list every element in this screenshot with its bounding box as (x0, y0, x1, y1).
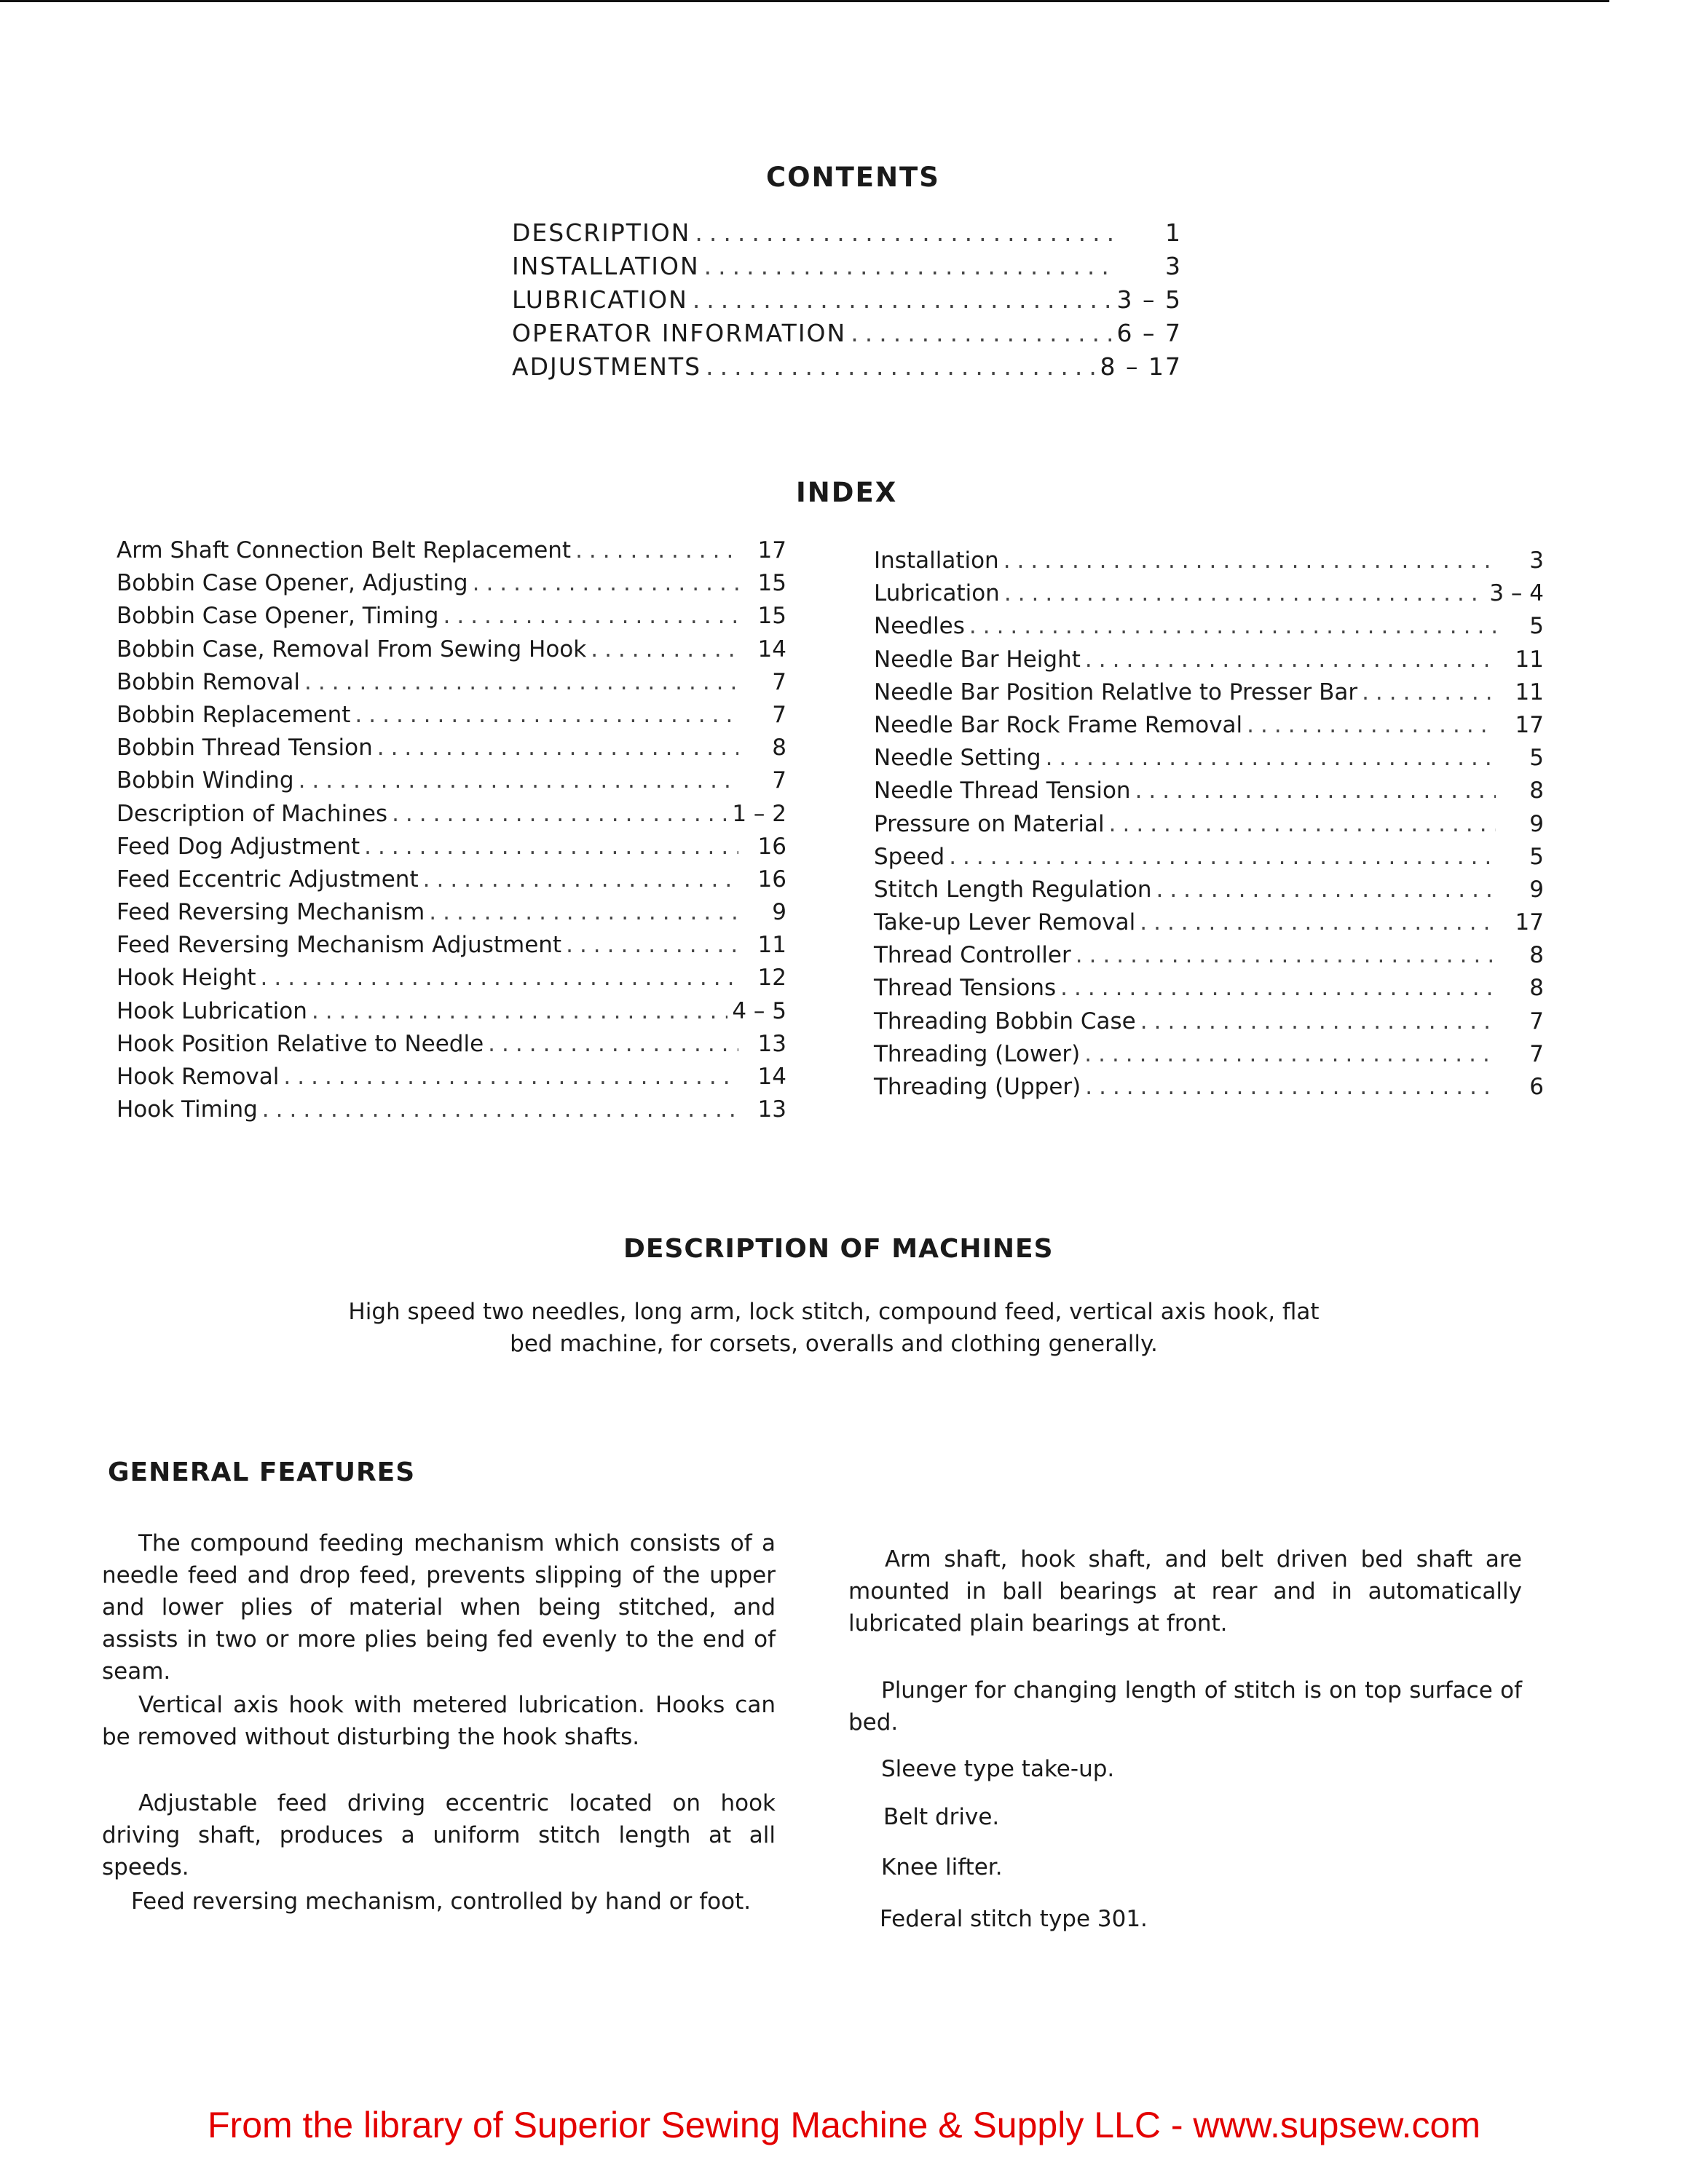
index-entry-page: 7 (772, 767, 786, 794)
dot-leader (1085, 1074, 1496, 1100)
dot-leader (693, 285, 1112, 314)
index-entry (874, 580, 1544, 613)
feature-item: Sleeve type take-up. (881, 1756, 1115, 1782)
index-entry-page: 4 – 5 (732, 997, 786, 1024)
library-footer: From the library of Superior Sewing Machine & Supply LLC - www.supsew.com (208, 2105, 1480, 2145)
index-entry (117, 834, 786, 866)
index-title: INDEX (796, 477, 898, 508)
feature-item: Knee lifter. (881, 1854, 1003, 1880)
contents-entry-page: 8 – 17 (1100, 352, 1182, 381)
dot-leader (1085, 646, 1496, 673)
index-entry-page: 14 (757, 636, 786, 662)
index-entry (874, 811, 1544, 844)
description-title: DESCRIPTION OF MACHINES (623, 1234, 1054, 1264)
index-entry-label: Needle Setting (874, 745, 1041, 772)
contents-entry (512, 352, 1182, 386)
dot-leader (299, 767, 738, 794)
index-entry (874, 877, 1544, 909)
index-entry (117, 998, 786, 1031)
index-entry (874, 1041, 1544, 1074)
index-entry (874, 778, 1544, 810)
index-entry-label: Hook Position Relative to Needle (117, 1030, 484, 1057)
index-entry-page: 17 (757, 537, 786, 563)
contents-entry (512, 285, 1182, 319)
index-entry-page: 6 (1529, 1074, 1544, 1100)
index-entry-page: 7 (1529, 1040, 1544, 1067)
index-entry-label: Bobbin Removal (117, 668, 301, 695)
index-entry-page: 13 (757, 1030, 786, 1057)
index-entry (117, 801, 786, 834)
index-entry-label: Bobbin Case Opener, Timing (117, 603, 439, 630)
index-entry-label: Bobbin Winding (117, 767, 294, 794)
feature-paragraph: Feed reversing mechanism, controlled by hand or foot. (131, 1888, 752, 1915)
dot-leader (355, 702, 738, 728)
dot-leader (591, 636, 738, 662)
index-entry-label: Lubrication (874, 580, 1000, 607)
index-entry-label: Thread Controller (874, 942, 1071, 969)
index-entry-page: 8 (772, 735, 786, 761)
dot-leader (429, 899, 738, 925)
dot-leader (969, 613, 1496, 639)
dot-leader (1135, 778, 1496, 804)
feature-paragraph: The compound feeding mechanism which consists of a needle feed and drop feed, prevents slipping of the upper and lower plies of material when being stitched, and assists in two or more plies being fed evenly to the end of seam. (102, 1530, 776, 1685)
dot-leader (1362, 679, 1496, 705)
contents-title: CONTENTS (766, 162, 940, 193)
dot-leader (695, 218, 1112, 247)
feature-paragraph: Plunger for changing length of stitch is on top surface of bed. (848, 1677, 1522, 1736)
index-entry (117, 1096, 786, 1129)
index-entry-page: 13 (757, 1096, 786, 1123)
index-entry (117, 899, 786, 932)
dot-leader (1046, 745, 1496, 771)
feature-paragraph: Arm shaft, hook shaft, and belt driven bed shaft are mounted in ball bearings at rear and in automatically lubricated plain bearings at front. (848, 1546, 1522, 1637)
contents-entry-label: OPERATOR INFORMATION (512, 319, 847, 347)
feature-paragraph: Adjustable feed driving eccentric located on hook driving shaft, produces a uniform stitch length at all speeds. (102, 1790, 776, 1880)
dot-leader (423, 866, 738, 893)
index-entry-page: 8 (1529, 942, 1544, 969)
index-entry-label: Description of Machines (117, 800, 388, 827)
contents-entry (512, 252, 1182, 285)
dot-leader (488, 1031, 738, 1057)
index-entry-label: Threading Bobbin Case (874, 1008, 1136, 1034)
dot-leader (262, 1096, 738, 1123)
index-entry-label: Pressure on Material (874, 810, 1105, 837)
index-entry-label: Needle Bar Rock Frame Removal (874, 711, 1243, 738)
features-title: GENERAL FEATURES (108, 1457, 416, 1487)
dot-leader (392, 801, 727, 827)
dot-leader (575, 537, 738, 563)
index-entry-label: Threading (Lower) (874, 1040, 1081, 1067)
dot-leader (364, 834, 738, 860)
index-entry (874, 613, 1544, 646)
feature-item: Federal stitch type 301. (880, 1906, 1148, 1932)
index-entry (117, 965, 786, 997)
index-entry-page: 15 (757, 570, 786, 597)
index-entry-page: 17 (1515, 711, 1544, 738)
contents-entry-page: 3 (1165, 252, 1182, 280)
index-entry (117, 866, 786, 899)
index-entry-label: Bobbin Replacement (117, 701, 351, 728)
dot-leader (1140, 1008, 1496, 1034)
dot-leader (1004, 580, 1486, 606)
dot-leader (949, 844, 1496, 870)
index-entry-label: Needle Thread Tension (874, 778, 1131, 804)
index-entry-page: 5 (1529, 843, 1544, 870)
index-entry-page: 15 (757, 603, 786, 630)
dot-leader (261, 965, 738, 991)
index-entry-page: 3 – 4 (1489, 580, 1544, 607)
index-entry-page: 9 (1529, 810, 1544, 837)
index-entry-page: 16 (757, 866, 786, 893)
dot-leader (312, 998, 727, 1024)
index-entry-label: Hook Lubrication (117, 997, 307, 1024)
index-entry (117, 603, 786, 636)
index-entry-label: Hook Removal (117, 1064, 280, 1090)
dot-leader (377, 735, 738, 761)
feature-item: Belt drive. (883, 1804, 1000, 1830)
dot-leader (1156, 877, 1496, 903)
index-entry-label: Installation (874, 547, 999, 574)
index-entry-label: Threading (Upper) (874, 1074, 1081, 1100)
index-entry-page: 5 (1529, 613, 1544, 640)
index-entry-page: 8 (1529, 778, 1544, 804)
index-entry-label: Stitch Length Regulation (874, 876, 1152, 903)
index-entry (117, 636, 786, 669)
top-rule (0, 0, 1609, 2)
contents-entry-page: 6 – 7 (1116, 319, 1182, 347)
index-entry (874, 712, 1544, 745)
index-entry-label: Feed Eccentric Adjustment (117, 866, 419, 893)
index-entry-page: 17 (1515, 909, 1544, 936)
index-entry (874, 942, 1544, 975)
index-entry-page: 11 (757, 932, 786, 959)
dot-leader (283, 1064, 738, 1090)
index-entry (117, 570, 786, 603)
description-text: High speed two needles, long arm, lock stitch, compound feed, vertical axis hook, flat bed machine, for corsets, overalls and clothing generally. (348, 1299, 1320, 1357)
index-entry-label: Needle Bar Height (874, 646, 1081, 673)
index-entry (117, 1031, 786, 1064)
index-entry-label: Arm Shaft Connection Belt Replacement (117, 537, 572, 563)
dot-leader (704, 252, 1112, 280)
contents-entry-label: INSTALLATION (512, 252, 700, 280)
index-entry-label: Bobbin Case, Removal From Sewing Hook (117, 636, 587, 662)
index-entry (874, 975, 1544, 1008)
index-entry-page: 3 (1529, 547, 1544, 574)
index-entry (874, 844, 1544, 877)
index-entry (117, 735, 786, 767)
index-entry (117, 537, 786, 570)
dot-leader (1076, 942, 1496, 968)
index-entry-page: 9 (1529, 876, 1544, 903)
index-entry (117, 669, 786, 702)
index-entry-label: Needle Bar Position Relatlve to Presser Bar (874, 678, 1358, 705)
index-entry-label: Feed Reversing Mechanism Adjustment (117, 932, 562, 959)
dot-leader (473, 570, 738, 596)
index-entry-page: 12 (757, 965, 786, 992)
index-entry (874, 679, 1544, 712)
index-entry-label: Needles (874, 613, 965, 640)
index-entry (874, 745, 1544, 778)
index-entry-page: 7 (1529, 1008, 1544, 1034)
dot-leader (566, 932, 738, 958)
contents-entry (512, 218, 1182, 252)
dot-leader (304, 669, 738, 695)
index-entry-label: Bobbin Case Opener, Adjusting (117, 570, 468, 597)
index-entry-page: 8 (1529, 975, 1544, 1002)
index-entry-label: Feed Dog Adjustment (117, 833, 360, 860)
index-entry-label: Feed Reversing Mechanism (117, 899, 425, 926)
index-right-column (874, 547, 1544, 1107)
index-entry-label: Thread Tensions (874, 975, 1057, 1002)
index-entry-page: 11 (1515, 646, 1544, 673)
dot-leader (443, 603, 738, 629)
dot-leader (1003, 547, 1496, 574)
index-entry (117, 767, 786, 800)
dot-leader (1060, 975, 1496, 1001)
index-entry-page: 9 (772, 899, 786, 926)
contents-entry-page: 3 – 5 (1116, 285, 1182, 314)
dot-leader (1109, 811, 1496, 837)
index-entry-label: Hook Height (117, 965, 256, 992)
contents-entry-page: 1 (1165, 218, 1182, 247)
dot-leader (1247, 712, 1496, 738)
index-entry (874, 1074, 1544, 1107)
contents-entry-label: LUBRICATION (512, 285, 688, 314)
index-entry-label: Speed (874, 843, 945, 870)
index-entry-label: Bobbin Thread Tension (117, 735, 373, 761)
index-entry (117, 702, 786, 735)
index-entry (117, 1064, 786, 1096)
contents-list (512, 218, 1182, 386)
dot-leader (851, 319, 1112, 347)
dot-leader (706, 352, 1095, 381)
index-entry-page: 11 (1515, 678, 1544, 705)
index-entry (874, 1008, 1544, 1041)
index-entry (874, 547, 1544, 580)
index-entry-page: 14 (757, 1064, 786, 1090)
index-entry-page: 7 (772, 668, 786, 695)
contents-entry-label: ADJUSTMENTS (512, 352, 702, 381)
contents-entry (512, 319, 1182, 352)
feature-paragraph: Vertical axis hook with metered lubrication. Hooks can be removed without disturbing the hook shafts. (102, 1692, 776, 1750)
index-entry-label: Hook Timing (117, 1096, 258, 1123)
index-entry-page: 5 (1529, 745, 1544, 772)
dot-leader (1084, 1041, 1496, 1067)
index-entry (117, 932, 786, 965)
index-entry (874, 646, 1544, 679)
contents-entry-label: DESCRIPTION (512, 218, 691, 247)
index-left-column (117, 537, 786, 1129)
index-entry-label: Take-up Lever Removal (874, 909, 1136, 936)
index-entry-page: 1 – 2 (732, 800, 786, 827)
dot-leader (1140, 909, 1496, 935)
index-entry (874, 909, 1544, 942)
index-entry-page: 16 (757, 833, 786, 860)
index-entry-page: 7 (772, 701, 786, 728)
